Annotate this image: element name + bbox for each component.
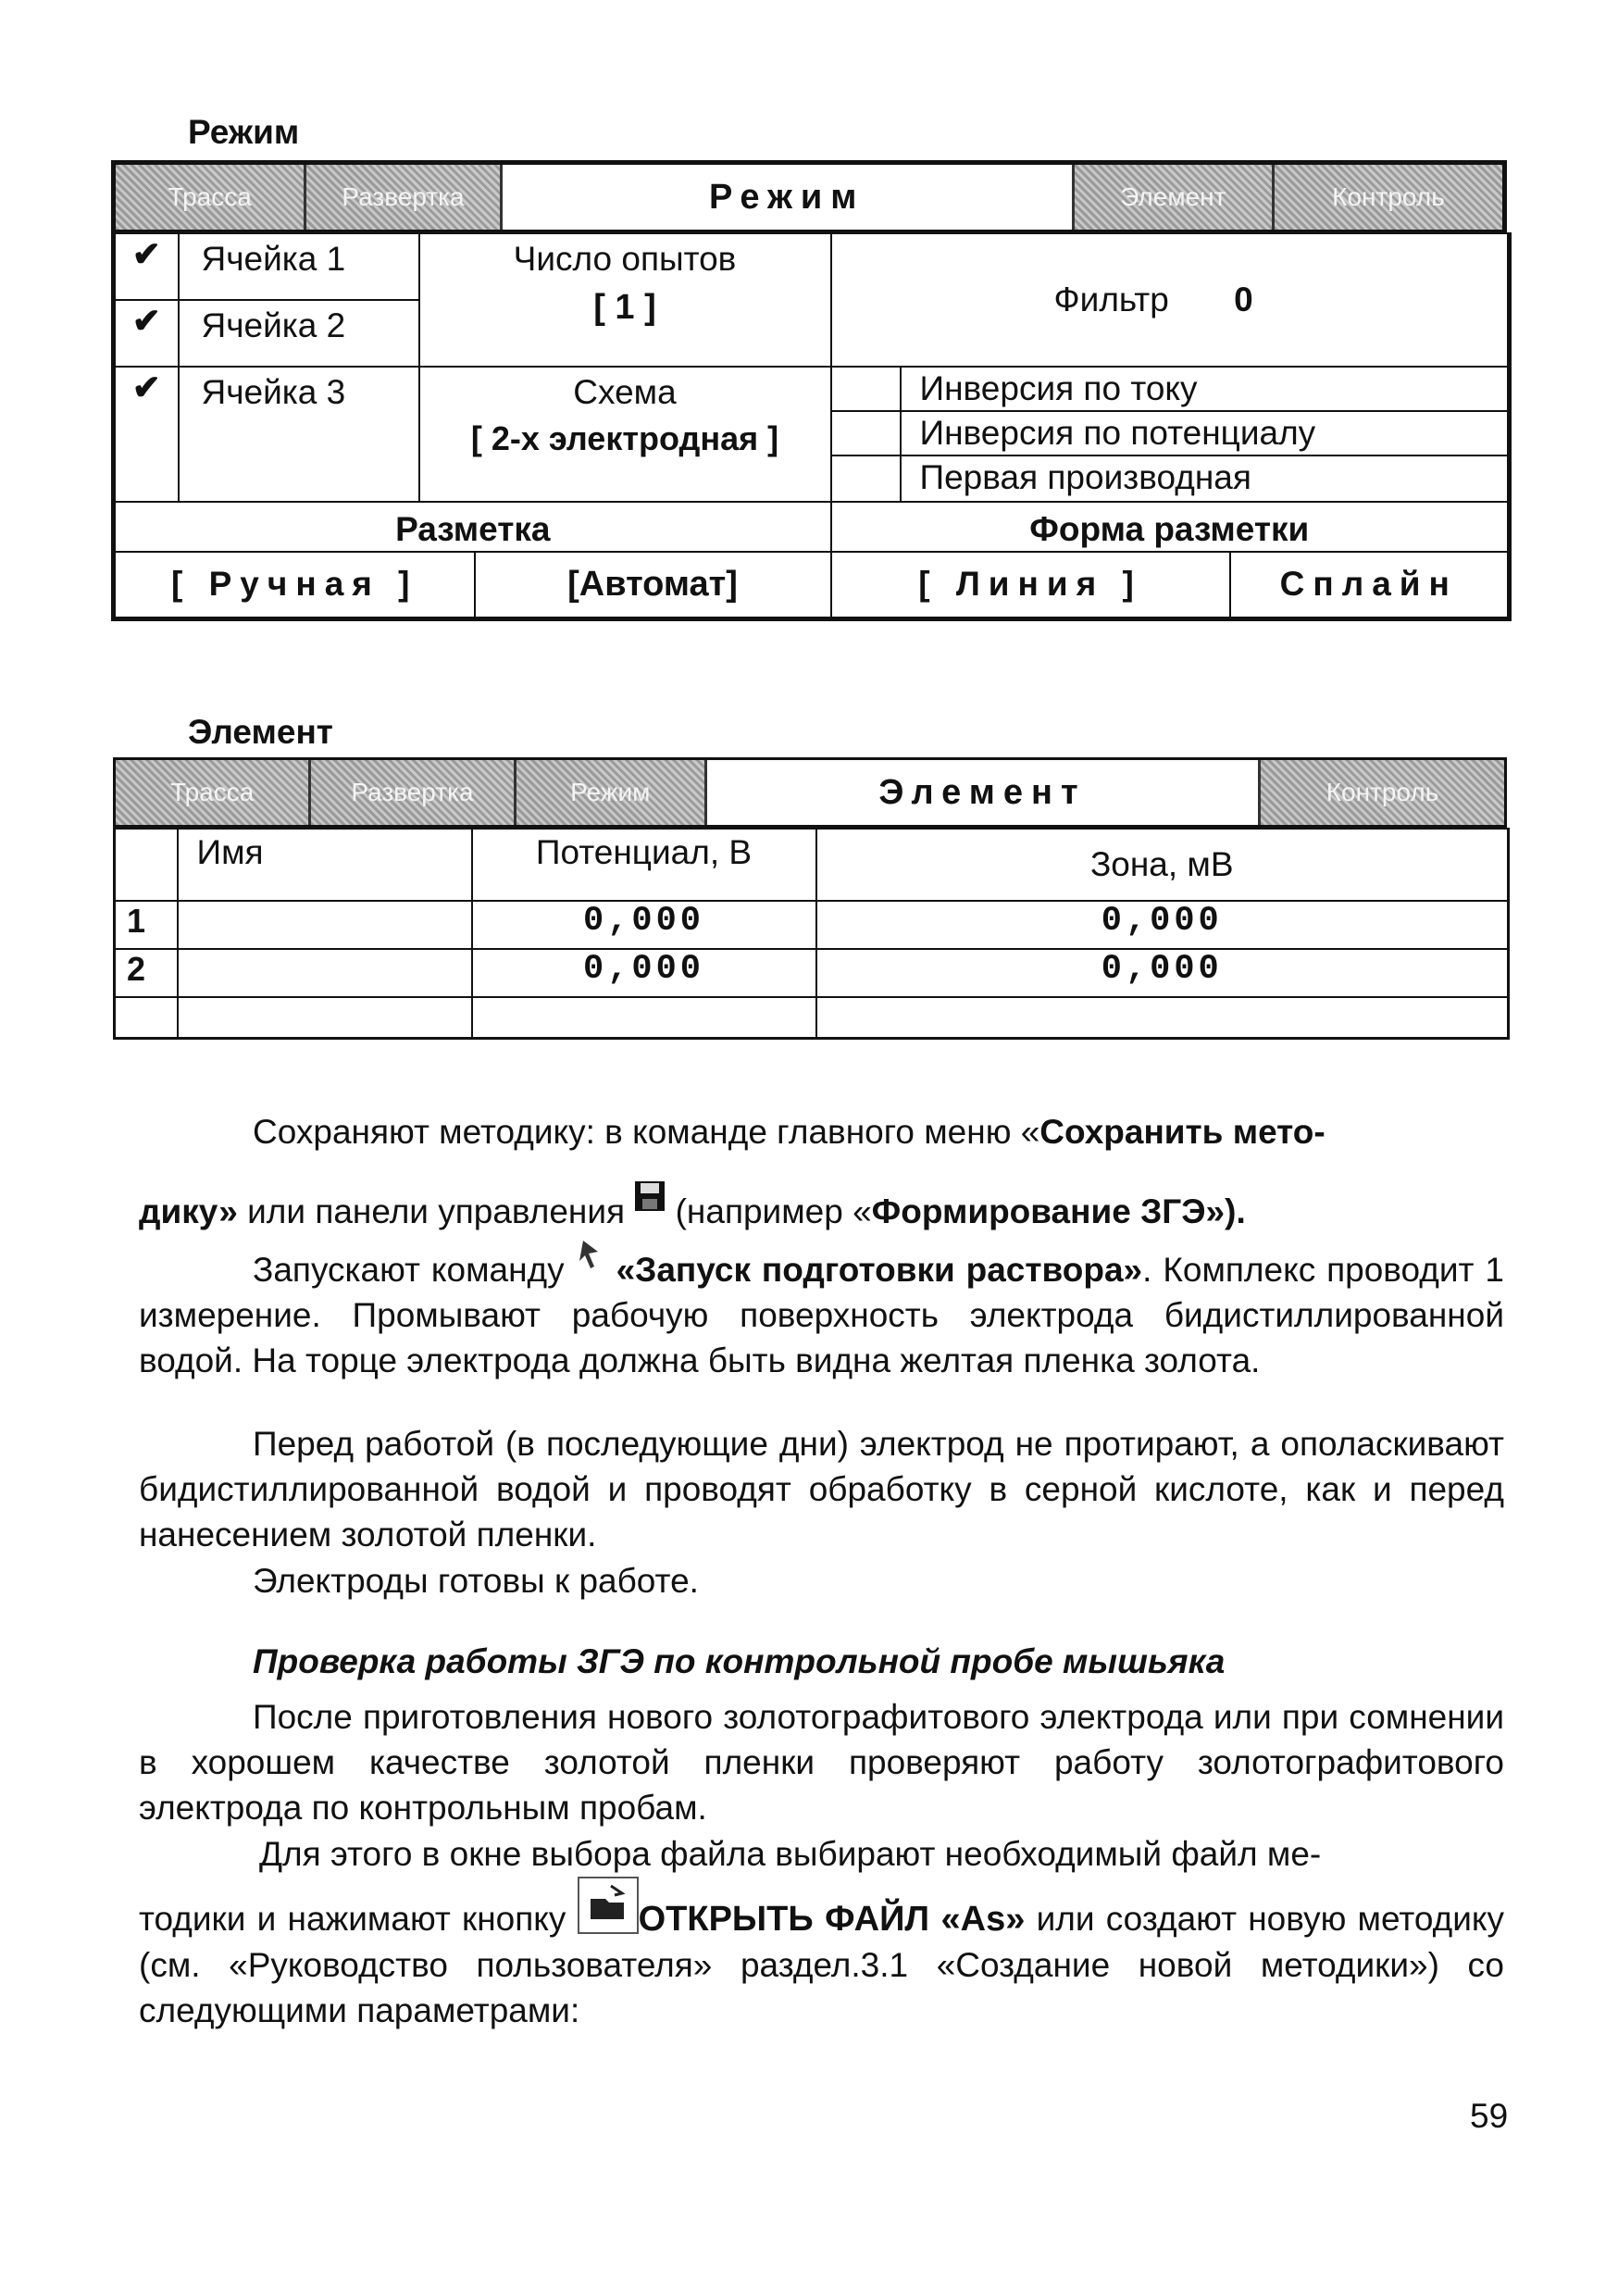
line-form-button[interactable]: [ Линия ] [831, 552, 1230, 618]
inversion-potential-option[interactable]: Инверсия по потенциалу [902, 412, 1508, 456]
mode-panel [111, 160, 1507, 621]
mode-tab-bar [111, 160, 1507, 232]
tab-sweep[interactable]: Развертка [306, 165, 502, 230]
filter-label: Фильтр [1053, 281, 1169, 318]
element-panel [113, 757, 1507, 1040]
cell-2-checkbox[interactable] [114, 300, 179, 367]
filter-box[interactable] [831, 233, 1510, 367]
tab-element[interactable]: Элемент [1075, 165, 1275, 230]
check-icon: ✔ [131, 235, 161, 273]
open-folder-icon[interactable] [578, 1877, 639, 1934]
scheme-box[interactable] [419, 367, 831, 502]
spline-form-button[interactable]: Сплайн [1230, 552, 1510, 618]
cell-3-checkbox[interactable] [114, 367, 179, 502]
tab-trace[interactable]: Трасса [116, 760, 311, 825]
paragraph-save-method: Сохраняют методику: в команде главного меню «Сохранить мето- дику» или панели управления (например «Формирование ЗГЭ»). [139, 1113, 1326, 1230]
page-number: 59 [1470, 2097, 1509, 2135]
row-zone[interactable]: 0,000 [816, 901, 1509, 949]
table-row[interactable] [115, 949, 1509, 997]
row-zone[interactable]: 0,000 [816, 949, 1509, 997]
row-name[interactable] [178, 901, 472, 949]
check-icon: ✔ [131, 368, 161, 406]
tab-mode[interactable]: Режим [517, 760, 707, 825]
paragraph-start-command: Запускают команду «Запуск подготовки раствора». Комплекс проводит 1 измерение. Промывают рабочую поверхность электрода бидистиллированной водой. На торце электрода должна быть видна желтая пленка золота. [139, 1239, 1504, 1383]
inversion-potential-checkbox[interactable] [832, 412, 900, 456]
paragraph-after-preparation: После приготовления нового золотографитового электрода или при сомнении в хорошем качестве золотой пленки проверяют работу золотографитового электрода по контрольным пробам. [139, 1698, 1504, 1827]
cell-3-label: Ячейка 3 [179, 367, 419, 502]
markup-form-label: Форма разметки [831, 502, 1510, 552]
manual-markup-button[interactable]: [ Ручная ] [114, 552, 475, 618]
paragraph-ready: Электроды готовы к работе. [253, 1562, 699, 1600]
element-tab-bar [113, 757, 1507, 828]
experiments-count-box[interactable] [419, 233, 831, 367]
row-index: 2 [115, 949, 178, 997]
table-row[interactable] [115, 901, 1509, 949]
column-header-index [115, 829, 178, 901]
filter-value[interactable]: 0 [1234, 281, 1253, 318]
element-table-header [115, 829, 1509, 901]
row-potential[interactable]: 0,000 [472, 949, 816, 997]
floppy-disk-icon [634, 1180, 666, 1212]
experiments-value[interactable]: [ 1 ] [593, 288, 656, 327]
row-potential[interactable]: 0,000 [472, 901, 816, 949]
cell-2-label: Ячейка 2 [179, 300, 419, 367]
run-arrow-icon [576, 1239, 604, 1272]
element-section-title: Элемент [188, 713, 333, 751]
scheme-label: Схема [573, 373, 677, 411]
tab-mode[interactable]: Режим [503, 165, 1075, 230]
tab-control[interactable]: Контроль [1261, 760, 1504, 825]
scheme-value[interactable]: [ 2-х электродная ] [470, 419, 779, 457]
inversion-current-option[interactable]: Инверсия по току [902, 368, 1508, 412]
experiments-label: Число опытов [513, 240, 737, 278]
tab-sweep[interactable]: Развертка [311, 760, 516, 825]
inversion-checkboxes [831, 367, 901, 502]
auto-markup-button[interactable]: [Автомат] [475, 552, 831, 618]
tab-element[interactable]: Элемент [707, 760, 1261, 825]
table-row-empty [115, 997, 1509, 1038]
check-icon: ✔ [131, 302, 161, 340]
element-table [113, 828, 1510, 1040]
inversion-options [901, 367, 1510, 502]
column-header-name: Имя [178, 829, 472, 901]
mode-settings-table [111, 232, 1512, 621]
paragraph-before-work: Перед работой (в последующие дни) электрод не протирают, а ополаскивают бидистиллированной водой и проводят обработку в серной кислоте, как и перед нанесением золотой пленки. [139, 1425, 1504, 1554]
section-heading: Проверка работы ЗГЭ по контрольной пробе мышьяка [253, 1642, 1226, 1680]
mode-section-title: Режим [188, 113, 300, 151]
cell-1-checkbox[interactable] [114, 233, 179, 300]
tab-trace[interactable]: Трасса [116, 165, 306, 230]
column-header-potential: Потенциал, В [472, 829, 816, 901]
tab-control[interactable]: Контроль [1275, 165, 1502, 230]
first-derivative-option[interactable]: Первая производная [919, 458, 1251, 496]
paragraph-open-file: Для этого в окне выбора файла выбирают необходимый файл ме- тодики и нажимают кнопку ОТКРЫТЬ ФАЙЛ «As» или создают новую методику (см. «Руководство пользователя» раздел.3.1 «Создание новой методики») со следующими параметрами: [139, 1835, 1504, 2029]
row-name[interactable] [178, 949, 472, 997]
row-index: 1 [115, 901, 178, 949]
first-derivative-checkbox[interactable] [832, 456, 900, 501]
column-header-zone: Зона, мВ [816, 829, 1509, 901]
cell-1-label: Ячейка 1 [179, 233, 419, 300]
inversion-current-checkbox[interactable] [832, 368, 900, 412]
markup-label: Разметка [114, 502, 831, 552]
